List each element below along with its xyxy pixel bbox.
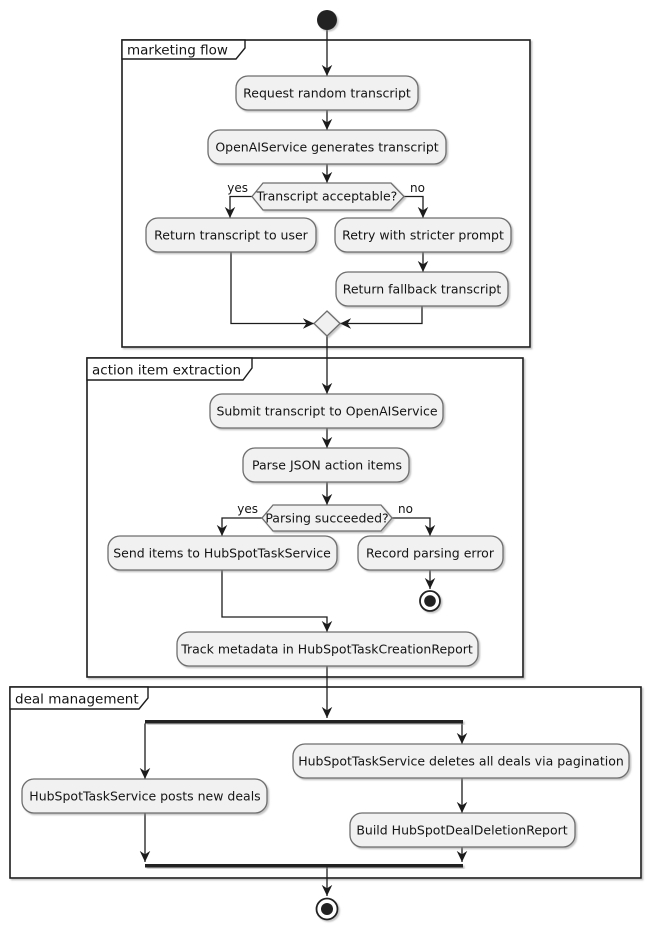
branch-label-yes: yes [237,502,258,516]
activity-label: Record parsing error [366,545,494,561]
activity-label: Parse JSON action items [252,457,402,473]
branch-label-no: no [410,181,425,195]
activity-label: Track metadata in HubSpotTaskCreationReport [181,641,473,657]
activity-label: Return transcript to user [154,227,308,243]
activity-label: Submit transcript to OpenAIService [216,403,438,419]
activity-label: Send items to HubSpotTaskService [113,545,331,561]
activity-label: HubSpotTaskService posts new deals [29,788,261,804]
activity-label: Retry with stricter prompt [342,227,504,243]
decision-question: Transcript acceptable? [256,188,398,204]
activity-label: Return fallback transcript [342,281,502,297]
partition-marketing-flow-label: marketing flow [127,42,228,59]
fork-bar [145,720,463,724]
final-node-core [321,903,333,915]
start-node [317,10,337,30]
join-bar [145,864,463,868]
decision-question: Parsing succeeded? [265,510,389,526]
stop-node-parsing-error-core [424,595,436,607]
branch-label-yes: yes [227,181,248,195]
activity-label: HubSpotTaskService deletes all deals via pagination [298,753,624,769]
activity-label: Request random transcript [243,85,411,101]
partition-action-item-extraction-label: action item extraction [92,362,242,379]
partition-deal-management-label: deal management [15,691,139,708]
branch-label-no: no [398,502,413,516]
activity-label: OpenAIService generates transcript [215,139,439,155]
activity-label: Build HubSpotDealDeletionReport [356,822,568,838]
